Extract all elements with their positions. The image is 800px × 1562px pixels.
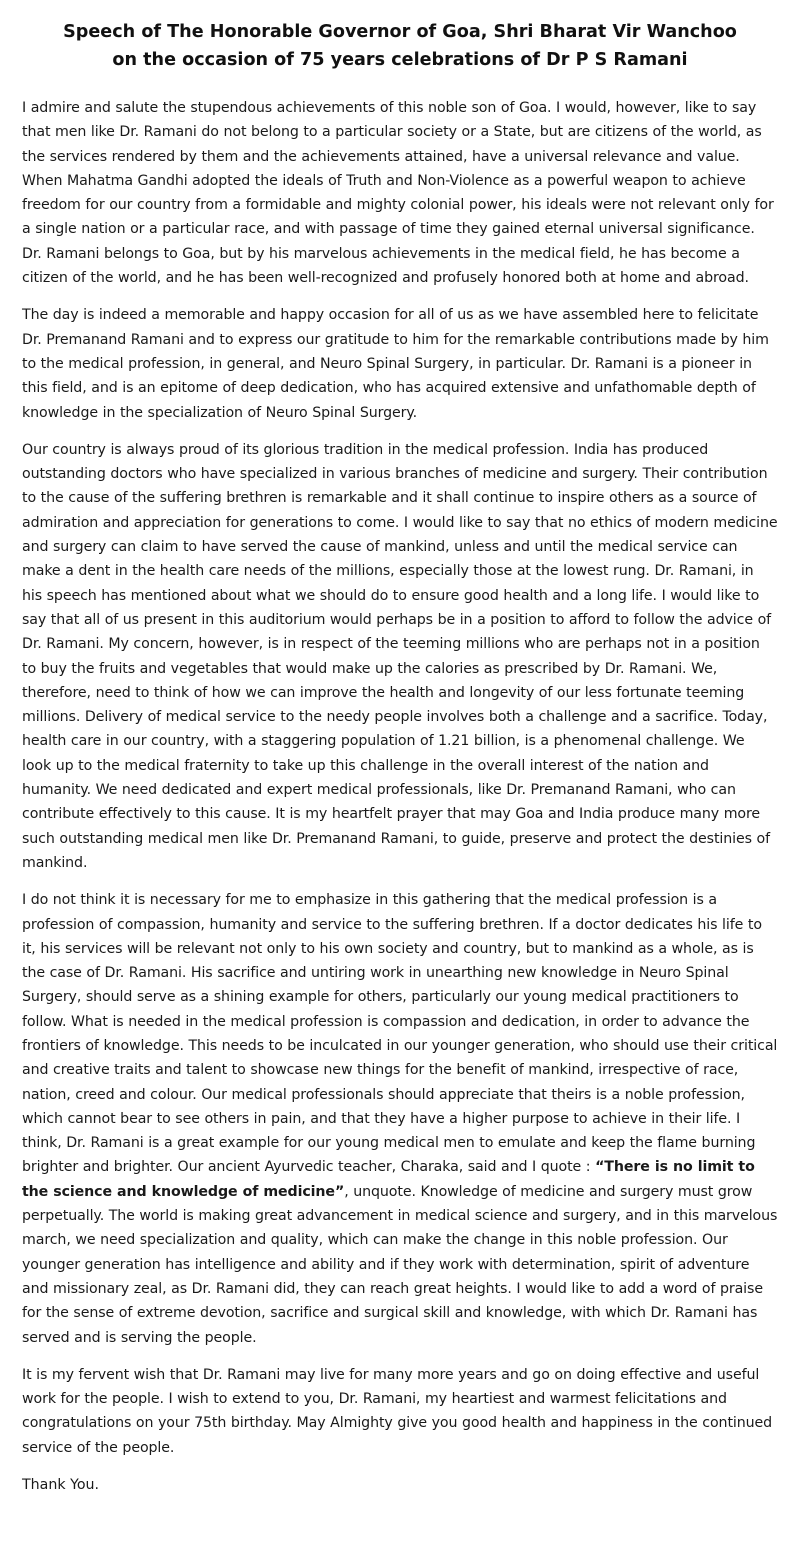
paragraph-4-text-before-quote: I do not think it is necessary for me to emphasize in this gathering that the medical profession is a profession of compassion, humanity and service to the suffering brethren. If a doctor dedicates his life to it, his services will be relevant not only to his own society and country, but to mankind as a whole, as is the case of Dr. Ramani. His sacrifice and untiring work in unearthing new knowledge in Neuro Spinal Surgery, should serve as a shining example for others, particularly our young medical practitioners to follow. What is needed in the medical profession is compassion and dedication, in order to advance the frontiers of knowledge. This needs to be inculcated in our younger generation, who should use their critical and creative traits and talent to showcase new things for the benefit of mankind, irrespective of race, nation, creed and colour. Our medical professionals should appreciate that theirs is a noble profession, which cannot bear to see others in pain, and that they have a higher purpose to achieve in their life. I think, Dr. Ramani is a great example for our young medical men to emulate and keep the flame burning brighter and brighter. Our ancient Ayurvedic teacher, Charaka, said and I quote : — [22, 892, 778, 1176]
paragraph-2: The day is indeed a memorable and happy occasion for all of us as we have assembled here to felicitate Dr. Premanand Ramani and to express our gratitude to him for the remarkable contributions made by him to the medical profession, in general, and Neuro Spinal Surgery, in particular. Dr. Ramani is a pioneer in this field, and is an epitome of deep dedication, who has acquired extensive and unfathomable depth of knowledge in the specialization of Neuro Spinal Surgery. — [22, 307, 769, 421]
title-line-2: on the occasion of 75 years celebrations of Dr P S Ramani — [112, 50, 688, 70]
charaka-quote: “There is no limit to the science and knowledge of medicine” — [22, 1159, 755, 1200]
document-title — [22, 18, 778, 74]
paragraph-1: I admire and salute the stupendous achievements of this noble son of Goa. I would, however, like to say that men like Dr. Ramani do not belong to a particular society or a State, but are citizens of the world, as the services rendered by them and the achievements attained, have a universal relevance and value. When Mahatma Gandhi adopted the ideals of Truth and Non-Violence as a powerful weapon to achieve freedom for our country from a formidable and mighty colonial power, his ideals were not relevant only for a single nation or a particular race, and with passage of time they gained eternal universal significance. Dr. Ramani belongs to Goa, but by his marvelous achievements in the medical field, he has become a citizen of the world, and he has been well-recognized and profusely honored both at home and abroad. — [22, 100, 774, 287]
closing-line: Thank You. — [22, 1477, 100, 1494]
paragraph-5: It is my fervent wish that Dr. Ramani may live for many more years and go on doing effective and useful work for the people. I wish to extend to you, Dr. Ramani, my heartiest and warmest felicitations and congratulations on your 75th birthday. May Almighty give you good health and happiness in the continued service of the people. — [22, 1366, 773, 1456]
paragraph-4 — [22, 888, 778, 1350]
paragraph-4-text-after-quote: , unquote. Knowledge of medicine and surgery must grow perpetually. The world is making great advancement in medical science and surgery, and in this marvelous march, we need specialization and quality, which can make the change in this noble profession. Our younger generation has intelligence and ability and if they work with determination, spirit of adventure and missionary zeal, as Dr. Ramani did, they can reach great heights. I would like to add a word of praise for the sense of extreme devotion, sacrifice and surgical skill and knowledge, with which Dr. Ramani has served and is serving the people. — [22, 1183, 778, 1346]
paragraph-3: Our country is always proud of its glorious tradition in the medical profession. India has produced outstanding doctors who have specialized in various branches of medicine and surgery. Their contribution to the cause of the suffering brethren is remarkable and it shall continue to inspire others as a source of admiration and appreciation for generations to come. I would like to say that no ethics of modern medicine and surgery can claim to have served the cause of mankind, unless and until the medical service can make a dent in the health care needs of the millions, especially those at the lowest rung. Dr. Ramani, in his speech has mentioned about what we should do to ensure good health and a long life. I would like to say that all of us present in this auditorium would perhaps be in a position to afford to follow the advice of Dr. Ramani. My concern, however, is in respect of the teeming millions who are perhaps not in a position to buy the fruits and vegetables that would make up the calories as prescribed by Dr. Ramani. We, therefore, need to think of how we can improve the health and longevity of our less fortunate teeming millions. Delivery of medical service to the needy people involves both a challenge and a sacrifice. Today, health care in our country, with a staggering population of 1.21 billion, is a phenomenal challenge. We look up to the medical fraternity to take up this challenge in the overall interest of the nation and humanity. We need dedicated and expert medical professionals, like Dr. Premanand Ramani, who can contribute effectively to this cause. It is my heartfelt prayer that may Goa and India produce many more such outstanding medical men like Dr. Premanand Ramani, to guide, preserve and protect the destinies of mankind. — [22, 441, 778, 871]
title-line-1: Speech of The Honorable Governor of Goa, Shri Bharat Vir Wanchoo — [63, 22, 737, 42]
